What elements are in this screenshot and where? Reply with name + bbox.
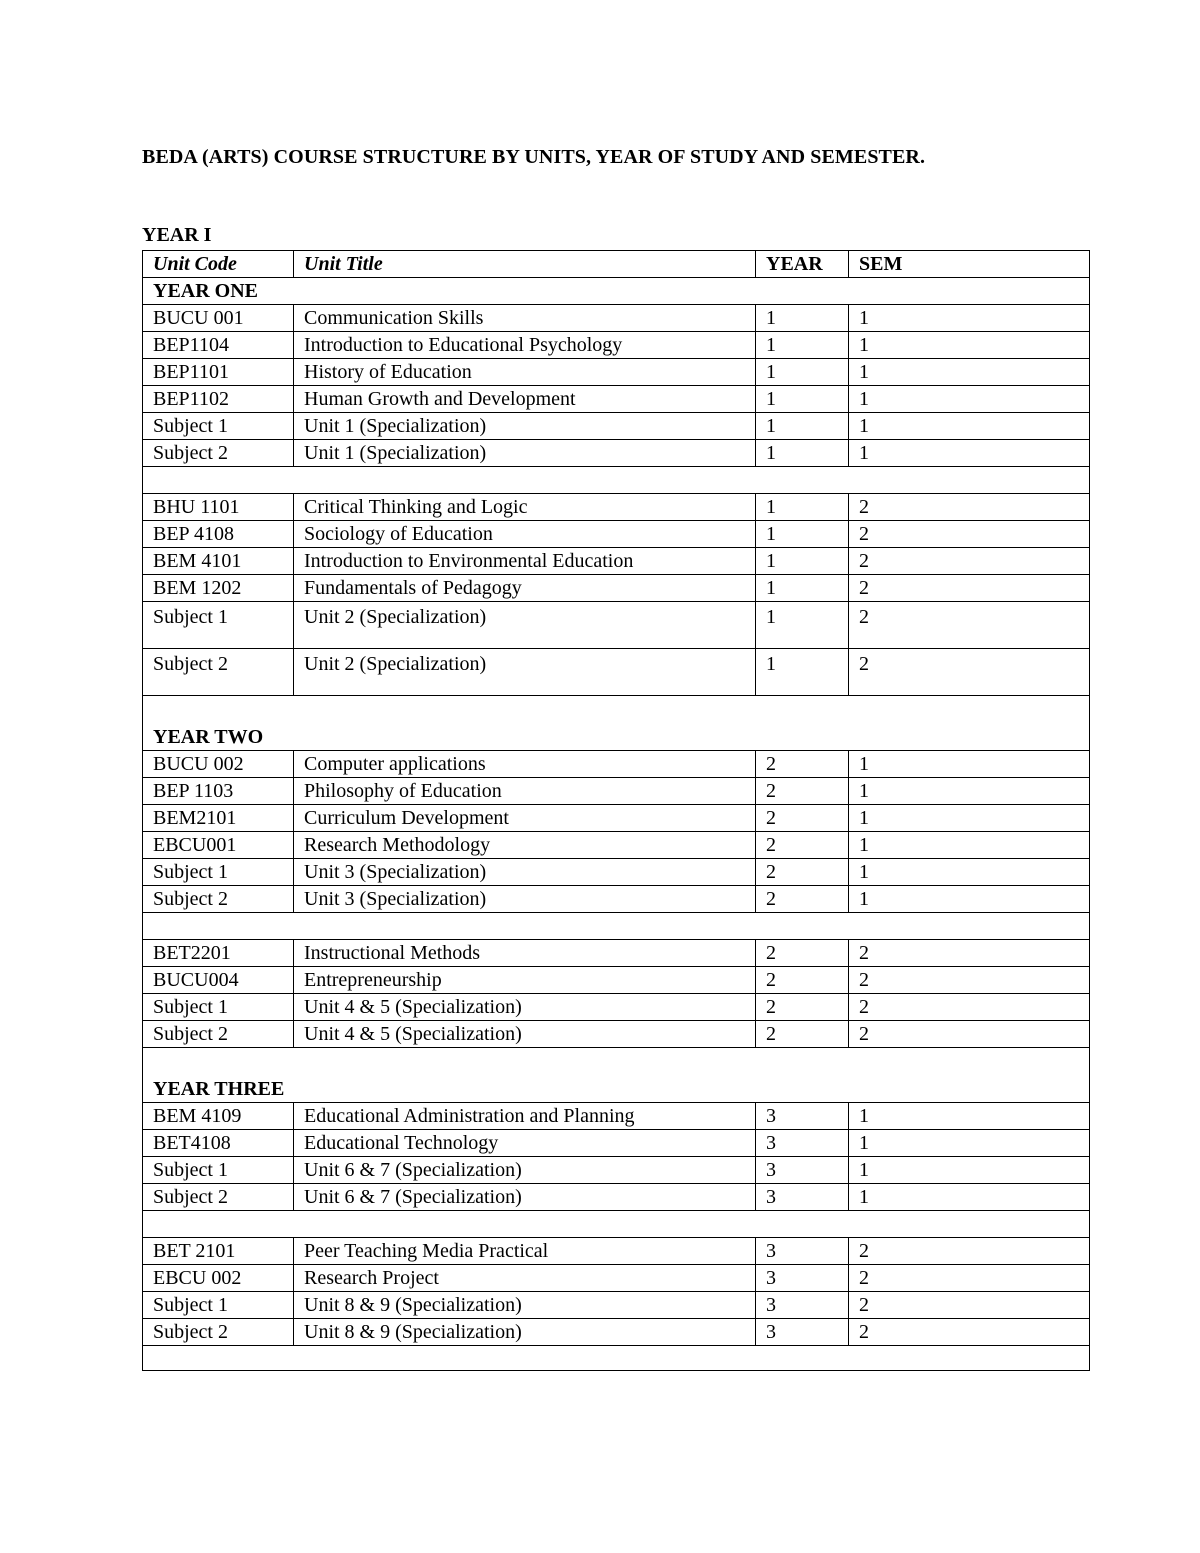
unit-code: BEM 4109 <box>143 1103 294 1130</box>
unit-title: Introduction to Educational Psychology <box>294 332 756 359</box>
unit-title: History of Education <box>294 359 756 386</box>
unit-title: Unit 1 (Specialization) <box>294 413 756 440</box>
unit-year: 2 <box>756 967 849 994</box>
table-row <box>143 1238 1090 1265</box>
unit-sem: 2 <box>849 602 1090 649</box>
table-header-row <box>143 251 1090 278</box>
table-row <box>143 859 1090 886</box>
unit-title: Educational Technology <box>294 1130 756 1157</box>
unit-sem: 1 <box>849 359 1090 386</box>
table-row <box>143 994 1090 1021</box>
spacer-cell <box>143 913 1090 940</box>
unit-year: 1 <box>756 602 849 649</box>
unit-title: Peer Teaching Media Practical <box>294 1238 756 1265</box>
table-row <box>143 521 1090 548</box>
section-row-year-three <box>143 1048 1090 1103</box>
table-row <box>143 548 1090 575</box>
table-row <box>143 649 1090 696</box>
unit-title: Entrepreneurship <box>294 967 756 994</box>
unit-sem: 2 <box>849 548 1090 575</box>
unit-title: Introduction to Environmental Education <box>294 548 756 575</box>
unit-year: 3 <box>756 1265 849 1292</box>
unit-year: 2 <box>756 778 849 805</box>
unit-year: 2 <box>756 1021 849 1048</box>
spacer-row <box>143 467 1090 494</box>
unit-sem: 1 <box>849 1130 1090 1157</box>
spacer-row <box>143 1346 1090 1371</box>
unit-code: BET2201 <box>143 940 294 967</box>
spacer-row <box>143 1211 1090 1238</box>
unit-code: BUCU 002 <box>143 751 294 778</box>
table-row <box>143 386 1090 413</box>
unit-sem: 2 <box>849 1265 1090 1292</box>
unit-code: BEP 1103 <box>143 778 294 805</box>
unit-year: 3 <box>756 1319 849 1346</box>
unit-sem: 1 <box>849 332 1090 359</box>
unit-title: Educational Administration and Planning <box>294 1103 756 1130</box>
document-title: BEDA (ARTS) COURSE STRUCTURE BY UNITS, YEAR OF STUDY AND SEMESTER. <box>142 146 926 168</box>
unit-year: 2 <box>756 751 849 778</box>
header-year: YEAR <box>756 251 849 278</box>
table-row <box>143 575 1090 602</box>
unit-title: Unit 1 (Specialization) <box>294 440 756 467</box>
unit-sem: 2 <box>849 1319 1090 1346</box>
unit-code: BET 2101 <box>143 1238 294 1265</box>
unit-title: Unit 6 & 7 (Specialization) <box>294 1184 756 1211</box>
section-year-three: YEAR THREE <box>143 1048 1090 1103</box>
section-row-year-one <box>143 278 1090 305</box>
section-year-one: YEAR ONE <box>143 278 1090 305</box>
unit-code: BEM2101 <box>143 805 294 832</box>
unit-code: Subject 2 <box>143 1319 294 1346</box>
unit-year: 1 <box>756 494 849 521</box>
table-row <box>143 494 1090 521</box>
unit-sem: 2 <box>849 521 1090 548</box>
unit-code: Subject 1 <box>143 1292 294 1319</box>
unit-code: BEP1104 <box>143 332 294 359</box>
unit-year: 1 <box>756 332 849 359</box>
unit-year: 2 <box>756 859 849 886</box>
unit-year: 2 <box>756 940 849 967</box>
header-unit-title: Unit Title <box>294 251 756 278</box>
section-row-year-two <box>143 696 1090 751</box>
table-row <box>143 940 1090 967</box>
unit-sem: 2 <box>849 1238 1090 1265</box>
unit-sem: 1 <box>849 440 1090 467</box>
unit-title: Unit 3 (Specialization) <box>294 886 756 913</box>
unit-sem: 2 <box>849 940 1090 967</box>
unit-year: 2 <box>756 994 849 1021</box>
unit-title: Unit 4 & 5 (Specialization) <box>294 994 756 1021</box>
unit-sem: 1 <box>849 1184 1090 1211</box>
unit-title: Human Growth and Development <box>294 386 756 413</box>
year-heading: YEAR I <box>142 224 212 246</box>
table-row <box>143 1103 1090 1130</box>
table-row <box>143 751 1090 778</box>
unit-code: BEM 4101 <box>143 548 294 575</box>
unit-title: Unit 6 & 7 (Specialization) <box>294 1157 756 1184</box>
unit-sem: 2 <box>849 967 1090 994</box>
unit-title: Computer applications <box>294 751 756 778</box>
unit-year: 1 <box>756 305 849 332</box>
unit-code: Subject 1 <box>143 413 294 440</box>
unit-sem: 2 <box>849 649 1090 696</box>
course-structure-table <box>142 250 1090 1371</box>
unit-title: Sociology of Education <box>294 521 756 548</box>
section-year-two: YEAR TWO <box>143 696 1090 751</box>
unit-code: Subject 1 <box>143 1157 294 1184</box>
unit-title: Unit 4 & 5 (Specialization) <box>294 1021 756 1048</box>
unit-title: Unit 3 (Specialization) <box>294 859 756 886</box>
unit-sem: 2 <box>849 575 1090 602</box>
table-row <box>143 359 1090 386</box>
unit-sem: 1 <box>849 305 1090 332</box>
unit-code: Subject 2 <box>143 1021 294 1048</box>
unit-year: 3 <box>756 1238 849 1265</box>
unit-year: 2 <box>756 886 849 913</box>
unit-code: Subject 2 <box>143 649 294 696</box>
unit-year: 3 <box>756 1157 849 1184</box>
unit-year: 2 <box>756 805 849 832</box>
spacer-row <box>143 913 1090 940</box>
table-row <box>143 1130 1090 1157</box>
table-row <box>143 1292 1090 1319</box>
unit-code: BEM 1202 <box>143 575 294 602</box>
table-row <box>143 1157 1090 1184</box>
unit-sem: 1 <box>849 413 1090 440</box>
unit-code: Subject 2 <box>143 440 294 467</box>
table-row <box>143 332 1090 359</box>
unit-code: BUCU004 <box>143 967 294 994</box>
unit-code: BET4108 <box>143 1130 294 1157</box>
unit-year: 3 <box>756 1184 849 1211</box>
table-row <box>143 602 1090 649</box>
unit-code: EBCU001 <box>143 832 294 859</box>
header-sem: SEM <box>849 251 1090 278</box>
unit-title: Communication Skills <box>294 305 756 332</box>
table-row <box>143 967 1090 994</box>
table-row <box>143 440 1090 467</box>
unit-year: 1 <box>756 359 849 386</box>
unit-year: 1 <box>756 386 849 413</box>
unit-title: Research Methodology <box>294 832 756 859</box>
unit-sem: 1 <box>849 805 1090 832</box>
unit-code: EBCU 002 <box>143 1265 294 1292</box>
spacer-cell <box>143 1211 1090 1238</box>
table-row <box>143 305 1090 332</box>
table-row <box>143 1265 1090 1292</box>
unit-year: 1 <box>756 649 849 696</box>
unit-year: 3 <box>756 1103 849 1130</box>
unit-year: 2 <box>756 832 849 859</box>
unit-sem: 1 <box>849 778 1090 805</box>
unit-title: Curriculum Development <box>294 805 756 832</box>
unit-sem: 1 <box>849 832 1090 859</box>
unit-year: 1 <box>756 521 849 548</box>
unit-code: BHU 1101 <box>143 494 294 521</box>
unit-year: 3 <box>756 1292 849 1319</box>
unit-sem: 2 <box>849 1021 1090 1048</box>
unit-code: Subject 2 <box>143 886 294 913</box>
spacer-cell <box>143 467 1090 494</box>
unit-code: BEP1101 <box>143 359 294 386</box>
table-row <box>143 886 1090 913</box>
unit-sem: 1 <box>849 386 1090 413</box>
table-row <box>143 1319 1090 1346</box>
unit-sem: 2 <box>849 1292 1090 1319</box>
unit-title: Research Project <box>294 1265 756 1292</box>
unit-code: Subject 1 <box>143 994 294 1021</box>
unit-code: BEP 4108 <box>143 521 294 548</box>
unit-sem: 1 <box>849 886 1090 913</box>
unit-title: Unit 2 (Specialization) <box>294 602 756 649</box>
header-unit-code: Unit Code <box>143 251 294 278</box>
unit-year: 1 <box>756 440 849 467</box>
unit-title: Instructional Methods <box>294 940 756 967</box>
unit-code: BUCU 001 <box>143 305 294 332</box>
unit-code: Subject 2 <box>143 1184 294 1211</box>
table-row <box>143 805 1090 832</box>
unit-sem: 1 <box>849 859 1090 886</box>
table-row <box>143 413 1090 440</box>
spacer-cell <box>143 1346 1090 1371</box>
table-row <box>143 1021 1090 1048</box>
unit-title: Philosophy of Education <box>294 778 756 805</box>
unit-sem: 2 <box>849 494 1090 521</box>
unit-sem: 2 <box>849 994 1090 1021</box>
unit-code: Subject 1 <box>143 859 294 886</box>
unit-year: 1 <box>756 575 849 602</box>
unit-year: 1 <box>756 548 849 575</box>
unit-sem: 1 <box>849 751 1090 778</box>
unit-sem: 1 <box>849 1103 1090 1130</box>
unit-year: 3 <box>756 1130 849 1157</box>
unit-year: 1 <box>756 413 849 440</box>
unit-code: BEP1102 <box>143 386 294 413</box>
unit-title: Fundamentals of Pedagogy <box>294 575 756 602</box>
unit-title: Unit 2 (Specialization) <box>294 649 756 696</box>
unit-title: Unit 8 & 9 (Specialization) <box>294 1319 756 1346</box>
table-row <box>143 832 1090 859</box>
unit-code: Subject 1 <box>143 602 294 649</box>
unit-title: Unit 8 & 9 (Specialization) <box>294 1292 756 1319</box>
unit-title: Critical Thinking and Logic <box>294 494 756 521</box>
table-row <box>143 778 1090 805</box>
unit-sem: 1 <box>849 1157 1090 1184</box>
table-row <box>143 1184 1090 1211</box>
